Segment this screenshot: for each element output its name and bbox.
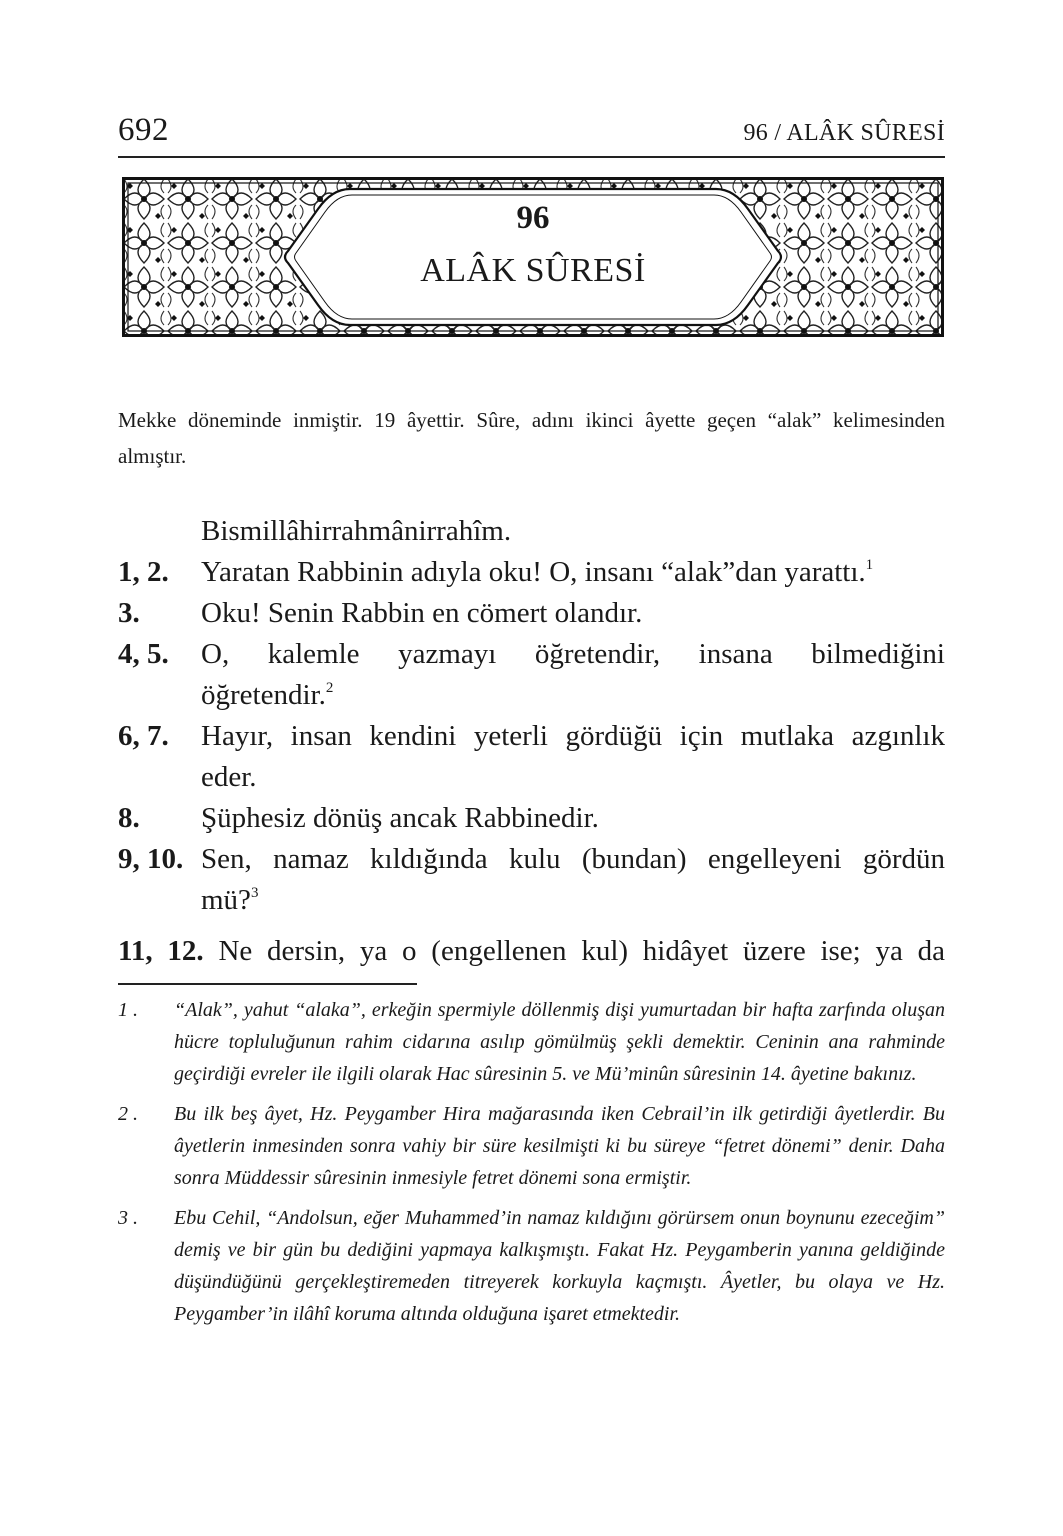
verse-text: O, kalemle yazmayı öğretendir, insana bilmediğini bbox=[201, 638, 945, 670]
verse-number: 4, 5. bbox=[118, 638, 169, 670]
verse-number: 6, 7. bbox=[118, 720, 169, 752]
verse-line bbox=[118, 552, 945, 593]
verse-text-continued: mü?$^3$ bbox=[201, 884, 259, 916]
verse-text: Ne dersin, ya o (engellenen kul) hidâyet üzere ise; ya da bbox=[218, 935, 945, 967]
header-rule bbox=[118, 156, 945, 158]
footnote-ref: 1 bbox=[865, 557, 874, 573]
footnote-rule bbox=[118, 983, 417, 985]
footnote-text: “Alak”, yahut “alaka”, erkeğin spermiyle döllenmiş dişi yumurtadan bir hafta zarfında oluşan hücre topluluğunun rahim cidarına asılıp gömülmüş şekli demektir. Ceninin ana rahminde geçirdiği evreler ile ilgili olarak Hac sûresinin 5. ve Mü’minûn sûresinin 14. âyetine bakınız. bbox=[174, 999, 945, 1085]
page-number: 692 bbox=[118, 112, 169, 148]
verse-line bbox=[118, 593, 945, 634]
verse-number: 9, 10. bbox=[118, 843, 184, 875]
verse-line bbox=[118, 839, 945, 921]
verse-line bbox=[118, 716, 945, 798]
footnote bbox=[118, 1202, 945, 1330]
footnote-text: Ebu Cehil, “Andolsun, eğer Muhammed’in namaz kıldığını görürsem onun boynunu ezeceğim” demiş ve bir gün bu dediğini yapmaya kalkışmıştı. Fakat Hz. Peygamberin yanına geldiğinde düşündüğünü gerçekleştiremeden titreyerek korkuyla kaçmıştı. Âyetler, bu olaya ve Hz. Peygamber’in ilâhî koruma altında olduğuna işaret etmektedir. bbox=[174, 1207, 945, 1325]
verses bbox=[118, 511, 945, 921]
verse-text: Şüphesiz dönüş ancak Rabbinedir. bbox=[201, 802, 599, 834]
verse-number: 1, 2. bbox=[118, 556, 169, 588]
footnote-text: Bu ilk beş âyet, Hz. Peygamber Hira mağarasında iken Cebrail’in ilk getirdiği âyetlerdir. Bu âyetlerin inmesinden sonra vahiy bir süre kesilmişti ki bu süreye “fetret dönemi” denir. Daha sonra Müddessir sûresinin inmesiyle fetret dönemi sona ermiştir. bbox=[174, 1103, 945, 1189]
verse-text: Hayır, insan kendini yeterli gördüğü için mutlaka azgınlık bbox=[201, 720, 945, 752]
intro-paragraph: Mekke döneminde inmiştir. 19 âyettir. Sûre, adını ikinci âyette geçen “alak” kelimesinden almıştır. bbox=[118, 408, 945, 468]
verse-line bbox=[118, 798, 945, 839]
footnote-number: 3 . bbox=[118, 1207, 138, 1229]
verse-text-continued: eder. bbox=[201, 761, 257, 793]
verse-number: 8. bbox=[118, 802, 140, 834]
footnote-number: 1 . bbox=[118, 999, 138, 1021]
footnote-ref: 2 bbox=[325, 680, 334, 696]
basmala: Bismillâhirrahmânirrahîm. bbox=[201, 515, 512, 547]
verse-text: Sen, namaz kıldığında kulu (bundan) engelleyeni gördün bbox=[201, 843, 945, 875]
verse-number: 3. bbox=[118, 597, 140, 629]
verse-number: 11, 12. bbox=[118, 935, 204, 967]
footnote bbox=[118, 994, 945, 1090]
running-head: 96 / ALÂK SÛRESİ bbox=[743, 120, 945, 146]
footnote-ref: 3 bbox=[250, 885, 259, 901]
verse-text: Oku! Senin Rabbin en cömert olandır. bbox=[201, 597, 643, 629]
verse-line-last bbox=[118, 931, 945, 972]
verse-text: Yaratan Rabbinin adıyla oku! O, insanı “alak”dan yarattı.$^1$ bbox=[201, 556, 874, 588]
verse-line bbox=[118, 634, 945, 716]
footnotes bbox=[118, 994, 945, 1338]
footnote-number: 2 . bbox=[118, 1103, 138, 1125]
footnote bbox=[118, 1098, 945, 1194]
surah-title: ALÂK SÛRESİ bbox=[420, 252, 646, 289]
surah-number: 96 bbox=[516, 200, 550, 236]
verse-text-continued: öğretendir.$^2$ bbox=[201, 679, 334, 711]
basmala-line bbox=[118, 511, 945, 552]
surah-banner bbox=[122, 177, 944, 337]
